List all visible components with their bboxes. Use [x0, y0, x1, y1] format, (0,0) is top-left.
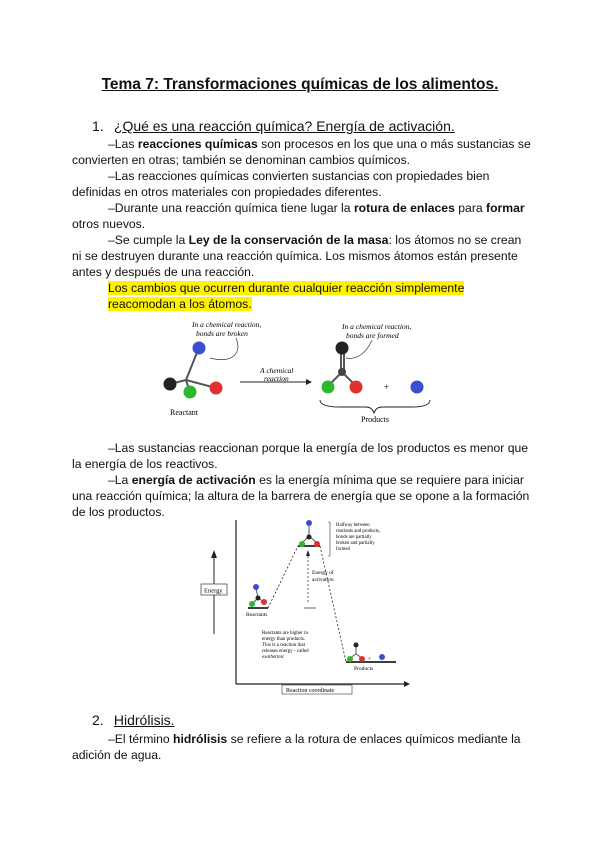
note-bonds-broken-2: bonds are broken [196, 329, 248, 338]
section-2-title: Hidrólisis. [113, 712, 175, 728]
reaction-figure [150, 312, 450, 424]
blue-atom-product [411, 381, 424, 394]
section-1-title: ¿Qué es una reacción química? Energía de activación. [113, 118, 455, 134]
activation-label-1: Energy of [312, 570, 334, 576]
products-label-2: Products [354, 666, 374, 672]
black-atom-product [336, 342, 349, 355]
paragraph-enlaces: –Durante una reacción química tiene lugar la rotura de enlaces para formar otros nuevos. [72, 201, 525, 231]
note-bonds-formed-1: In a chemical reaction, [342, 322, 412, 331]
red-atom-product [350, 381, 363, 394]
note-bonds-broken-1: In a chemical reaction, [192, 320, 262, 329]
section-1-number: 1. [92, 118, 104, 134]
svg-text:+: + [368, 656, 372, 662]
ts-note-3: bonds are partially [336, 535, 372, 540]
arrow-label-1: A chemical [260, 366, 294, 375]
paragraph-reacciones: –Las reacciones químicas son procesos en los que una o más sustancias se convierten en otras; también se denominan cambios químicos. [72, 137, 531, 167]
term-hidrolisis: hidrólisis [173, 732, 228, 746]
arrow-label-2: reaction [264, 374, 289, 383]
term-ley-conservacion: Ley de la conservación de la masa [188, 233, 389, 247]
red-atom [210, 382, 223, 395]
note-bonds-formed-2: bonds are formed [346, 331, 399, 340]
exo-note-1: Reactants are higher in [262, 631, 308, 636]
exo-note-4: releases energy - called [262, 649, 309, 654]
term-energia-activacion: energía de activación [131, 473, 256, 487]
products-brace [320, 400, 430, 413]
ts-note-2: reactants and products, [336, 529, 381, 534]
plus-sign: + [384, 382, 390, 392]
section-2-heading [92, 712, 175, 728]
section-2-number: 2. [92, 712, 104, 728]
products-label: Products [361, 415, 389, 424]
highlighted-note: Los cambios que ocurren durante cualquier reacción simplemente reacomodan a los átomos. [108, 281, 465, 311]
green-atom-product [322, 381, 335, 394]
green-atom [184, 386, 197, 399]
reactant-label: Reactant [170, 408, 198, 417]
pointer-arrow-right [346, 340, 372, 358]
axis-label: Reaction coordinate [286, 688, 335, 694]
activation-label-2: activation [312, 577, 334, 583]
page-title: Tema 7: Transformaciones químicas de los alimentos. [101, 76, 499, 93]
ts-note-5: formed [336, 547, 350, 552]
energy-label: Energy [204, 587, 223, 595]
paragraph-hidrolisis: –El término hidrólisis se refiere a la rotura de enlaces químicos mediante la adición de agua. [72, 732, 521, 762]
energy-diagram [196, 516, 416, 696]
black-atom [164, 378, 177, 391]
section-1-heading [92, 118, 455, 134]
ts-note-4: broken and partially [336, 541, 375, 546]
exo-note-5: exothermic [262, 655, 285, 660]
exo-note-2: energy than products. [262, 637, 306, 642]
paragraph-energia-productos: –Las sustancias reaccionan porque la energía de los productos es menor que la energía de los reactivos. [72, 441, 529, 471]
paragraph-propiedades: –Las reacciones químicas convierten sustancias con propiedades bien definidas en otros materiales con propiedades diferentes. [72, 169, 490, 199]
ts-note-1: Halfway between [336, 523, 370, 528]
paragraph-conservacion-masa: –Se cumple la Ley de la conservación de la masa: los átomos no se crean ni se destruyen durante una reacción química. Los mismos átomos están presente antes y después de una reacción. [72, 233, 522, 279]
reactants-label: Reactants [246, 612, 268, 618]
paragraph-energia-activacion: –La energía de activación es la energía mínima que se requiere para iniciar una reacción química; la altura de la barrera de energía que se opone a la formación de los productos. [72, 473, 530, 519]
pointer-arrow-left [210, 338, 238, 360]
blue-atom [193, 342, 206, 355]
term-reacciones-quimicas: reacciones químicas [137, 137, 258, 151]
exo-note-3: This is a reaction that [262, 643, 306, 648]
